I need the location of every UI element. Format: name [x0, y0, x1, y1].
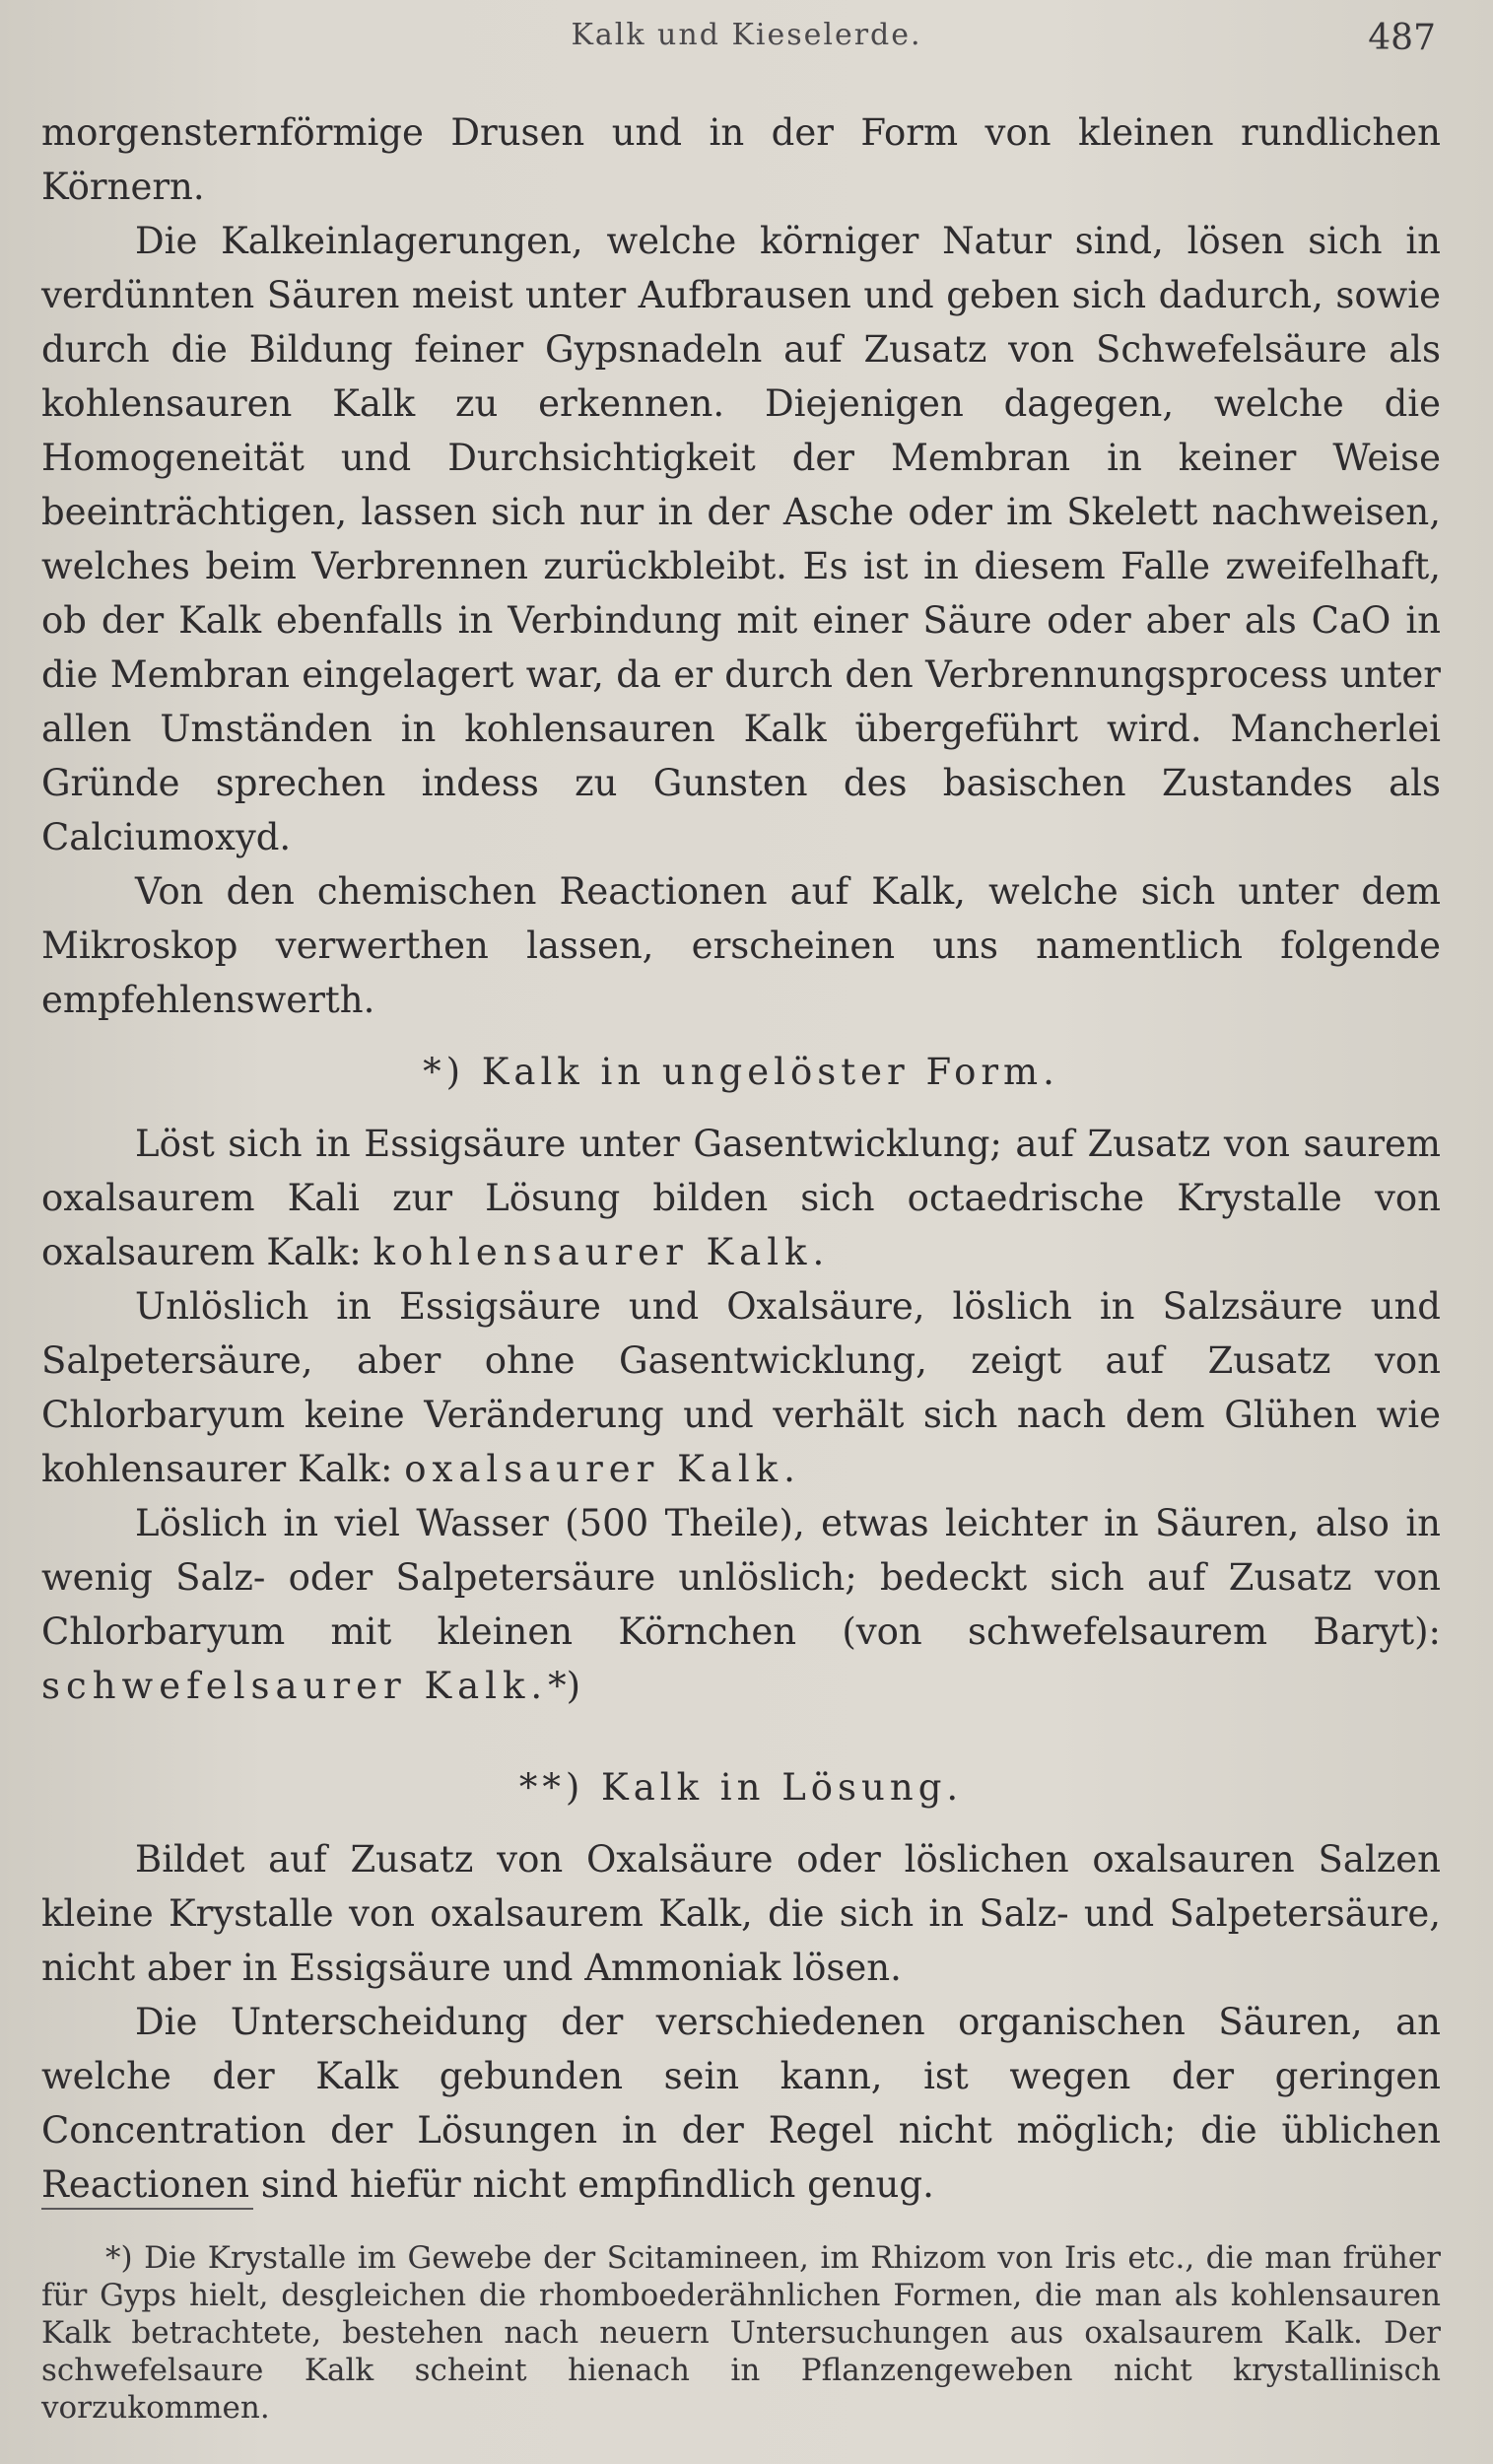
paragraph-reactionen: Von den chemischen Reactionen auf Kalk, welche sich unter dem Mikroskop verwerthen lassen, erscheinen uns namentlich folgende empfehlenswerth. — [41, 870, 1441, 1021]
running-head: Kalk und Kieselerde. — [571, 18, 922, 52]
page-number: 487 — [1368, 18, 1436, 58]
reaction-text: Unlöslich in Essigsäure und Oxalsäure, löslich in Salzsäure und Salpetersäure, aber ohne Gasentwicklung, zeigt auf Zusatz von Chlorbaryum keine Veränderung und verhält sich nach dem Glühen wie kohlensaurer Kalk: — [41, 1285, 1441, 1490]
reaction-result: oxalsaurer Kalk. — [404, 1448, 801, 1490]
body-text — [41, 105, 1441, 2212]
footnote — [41, 2239, 1441, 2427]
section-heading-loesung: **) Kalk in Lösung. — [518, 1766, 964, 1809]
footnote-rule — [41, 2208, 253, 2210]
footnote-marker: *) — [548, 1665, 581, 1707]
heading-spacer — [41, 1713, 1441, 1743]
paragraph-schwefelsaurer-kalk — [41, 1496, 1441, 1713]
paragraph-oxalsaeure: Bildet auf Zusatz von Oxalsäure oder löslichen oxalsauren Salzen kleine Krystalle von oxalsaurem Kalk, die sich in Salz- und Salpetersäure, nicht aber in Essigsäure und Ammoniak lösen. — [41, 1838, 1441, 1989]
paragraph-oxalsaurer-kalk — [41, 1279, 1441, 1496]
reaction-text: Löslich in viel Wasser (500 Theile), etwas leichter in Säuren, also in wenig Salz- oder Salpetersäure unlöslich; bedeckt sich auf Zusatz von Chlorbaryum mit kleinen Körnchen (von schwefelsaurem Baryt): — [41, 1502, 1441, 1653]
paragraph-continuation: morgensternförmige Drusen und in der Form von kleinen rundlichen Körnern. — [41, 111, 1441, 208]
paragraph-unterscheidung: Die Unterscheidung der verschiedenen organischen Säuren, an welche der Kalk gebunden sein kann, ist wegen der geringen Concentration der Lösungen in der Regel nicht möglich; die üblichen Reactionen sind hiefür nicht empfindlich genug. — [41, 2001, 1441, 2206]
section-heading-ungeloest: *) Kalk in ungelöster Form. — [423, 1051, 1059, 1093]
footnote-text: *) Die Krystalle im Gewebe der Scitamineen, im Rhizom von Iris etc., die man früher für Gyps hielt, desgleichen die rhomboederähnlichen Formen, die man als kohlensauren Kalk betrachtete, bestehen nach neuern Untersuchungen aus oxalsaurem Kalk. Der schwefelsaure Kalk scheint hienach in Pflanzengeweben nicht krystallinisch vorzukommen. — [41, 2240, 1441, 2426]
reaction-result: schwefelsaurer Kalk. — [41, 1665, 549, 1707]
reaction-result: kohlensaurer Kalk. — [373, 1231, 831, 1273]
paragraph-kohlensaurer-kalk — [41, 1117, 1441, 1279]
paragraph-kalkeinlagerungen: Die Kalkeinlagerungen, welche körniger Natur sind, lösen sich in verdünnten Säuren meist unter Aufbrausen und geben sich dadurch, sowie durch die Bildung feiner Gypsnadeln auf Zusatz von Schwefelsäure als kohlensauren Kalk zu erkennen. Diejenigen dagegen, welche die Homogeneität und Durchsichtigkeit der Membran in keiner Weise beeinträchtigen, lassen sich nur in der Asche oder im Skelett nachweisen, welches beim Verbrennen zurückbleibt. Es ist in diesem Falle zweifelhaft, ob der Kalk ebenfalls in Verbindung mit einer Säure oder aber als CaO in die Membran eingelagert war, da er durch den Verbrennungsprocess unter allen Umständen in kohlensauren Kalk übergeführt wird. Mancherlei Gründe sprechen indess zu Gunsten des basischen Zustandes als Calciumoxyd. — [41, 220, 1441, 858]
reaction-text: Löst sich in Essigsäure unter Gasentwicklung; auf Zusatz von saurem oxalsaurem Kali zur Lösung bilden sich octaedrische Krystalle von oxalsaurem Kalk: — [41, 1123, 1441, 1273]
